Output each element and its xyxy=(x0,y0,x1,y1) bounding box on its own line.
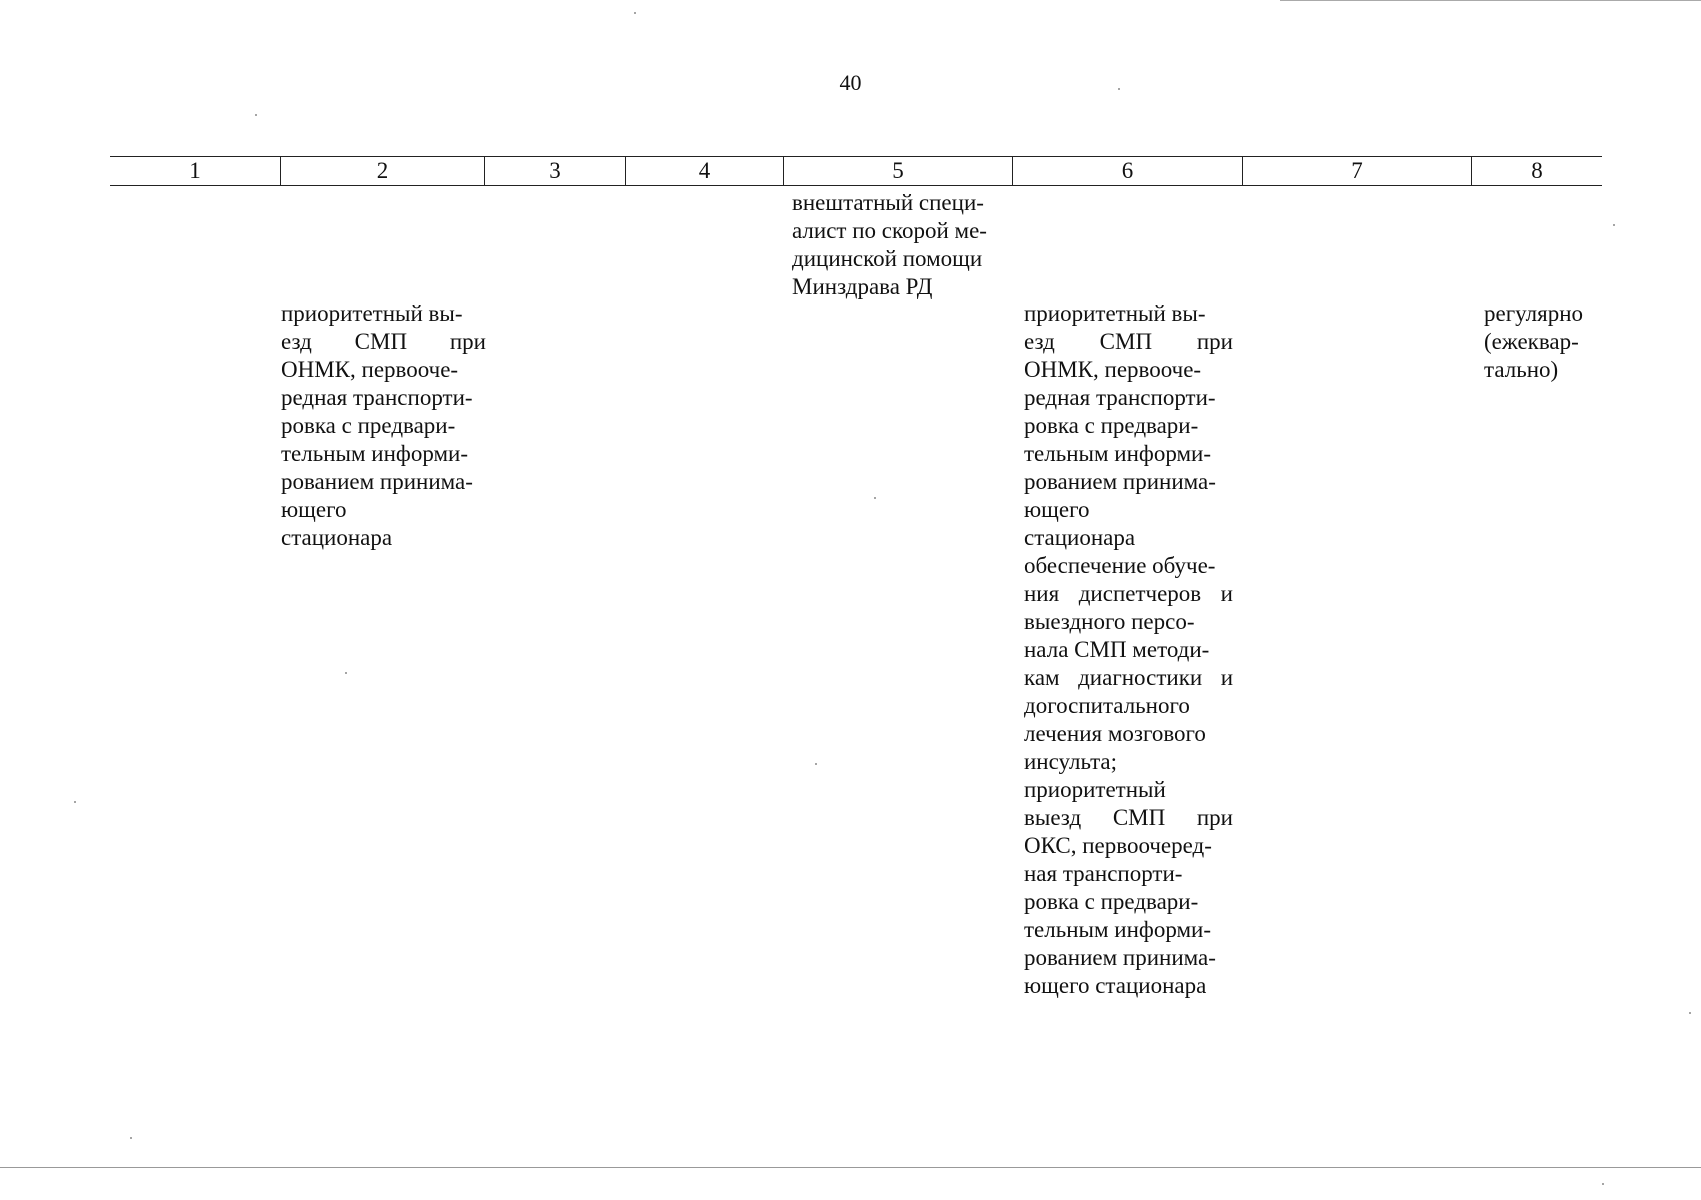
scan-speck xyxy=(1602,1183,1604,1185)
table-header-col-6: 6 xyxy=(1013,157,1243,185)
bottom-edge-line xyxy=(0,1167,1701,1168)
table-header-col-3: 3 xyxy=(485,157,626,185)
table-header-row xyxy=(110,156,1602,186)
scan-speck xyxy=(345,672,347,674)
scan-speck xyxy=(1118,88,1120,90)
top-edge-line xyxy=(1280,0,1701,1)
scan-speck xyxy=(255,114,257,116)
table-header-col-2: 2 xyxy=(281,157,485,185)
col5-responsible-text: внештатный специ- алист по скорой ме- дицинской помощи Минздрава РД xyxy=(792,190,987,299)
table-header-col-4: 4 xyxy=(626,157,784,185)
scan-speck xyxy=(815,763,817,765)
scan-speck xyxy=(74,801,76,803)
table-header-col-5: 5 xyxy=(784,157,1013,185)
table-header-col-7: 7 xyxy=(1243,157,1472,185)
scan-speck xyxy=(130,1137,132,1139)
table-header-col-1: 1 xyxy=(110,157,281,185)
page-number: 40 xyxy=(839,70,862,95)
table-header-col-8: 8 xyxy=(1531,158,1543,183)
scan-speck xyxy=(874,497,876,499)
scan-speck xyxy=(1613,224,1615,226)
scan-speck xyxy=(1689,1012,1691,1014)
col6-result-text: приоритетный вы- езд СМП при ОНМК, первооче- редная транспорти- ровка с предвари- тельным информи- рованием принима- ющего стационара обеспечение обуче- ния диспетчеров и выездного персо- нала СМП методи- кам диагностики и догоспитального лечения мозгового инсульта; приоритетный выезд СМП при ОКС, первоочеред- ная транспорти- ровка с предвари- тельным информи- рованием принима- ющего стационара xyxy=(1024,301,1233,998)
scan-speck xyxy=(634,12,636,14)
col2-activity-text: приоритетный вы- езд СМП при ОНМК, первооче- редная транспорти- ровка с предвари- тельным информи- рованием принима- ющего стационара xyxy=(281,301,486,550)
col8-frequency-text: регулярно (ежеквар- тально) xyxy=(1484,301,1583,382)
